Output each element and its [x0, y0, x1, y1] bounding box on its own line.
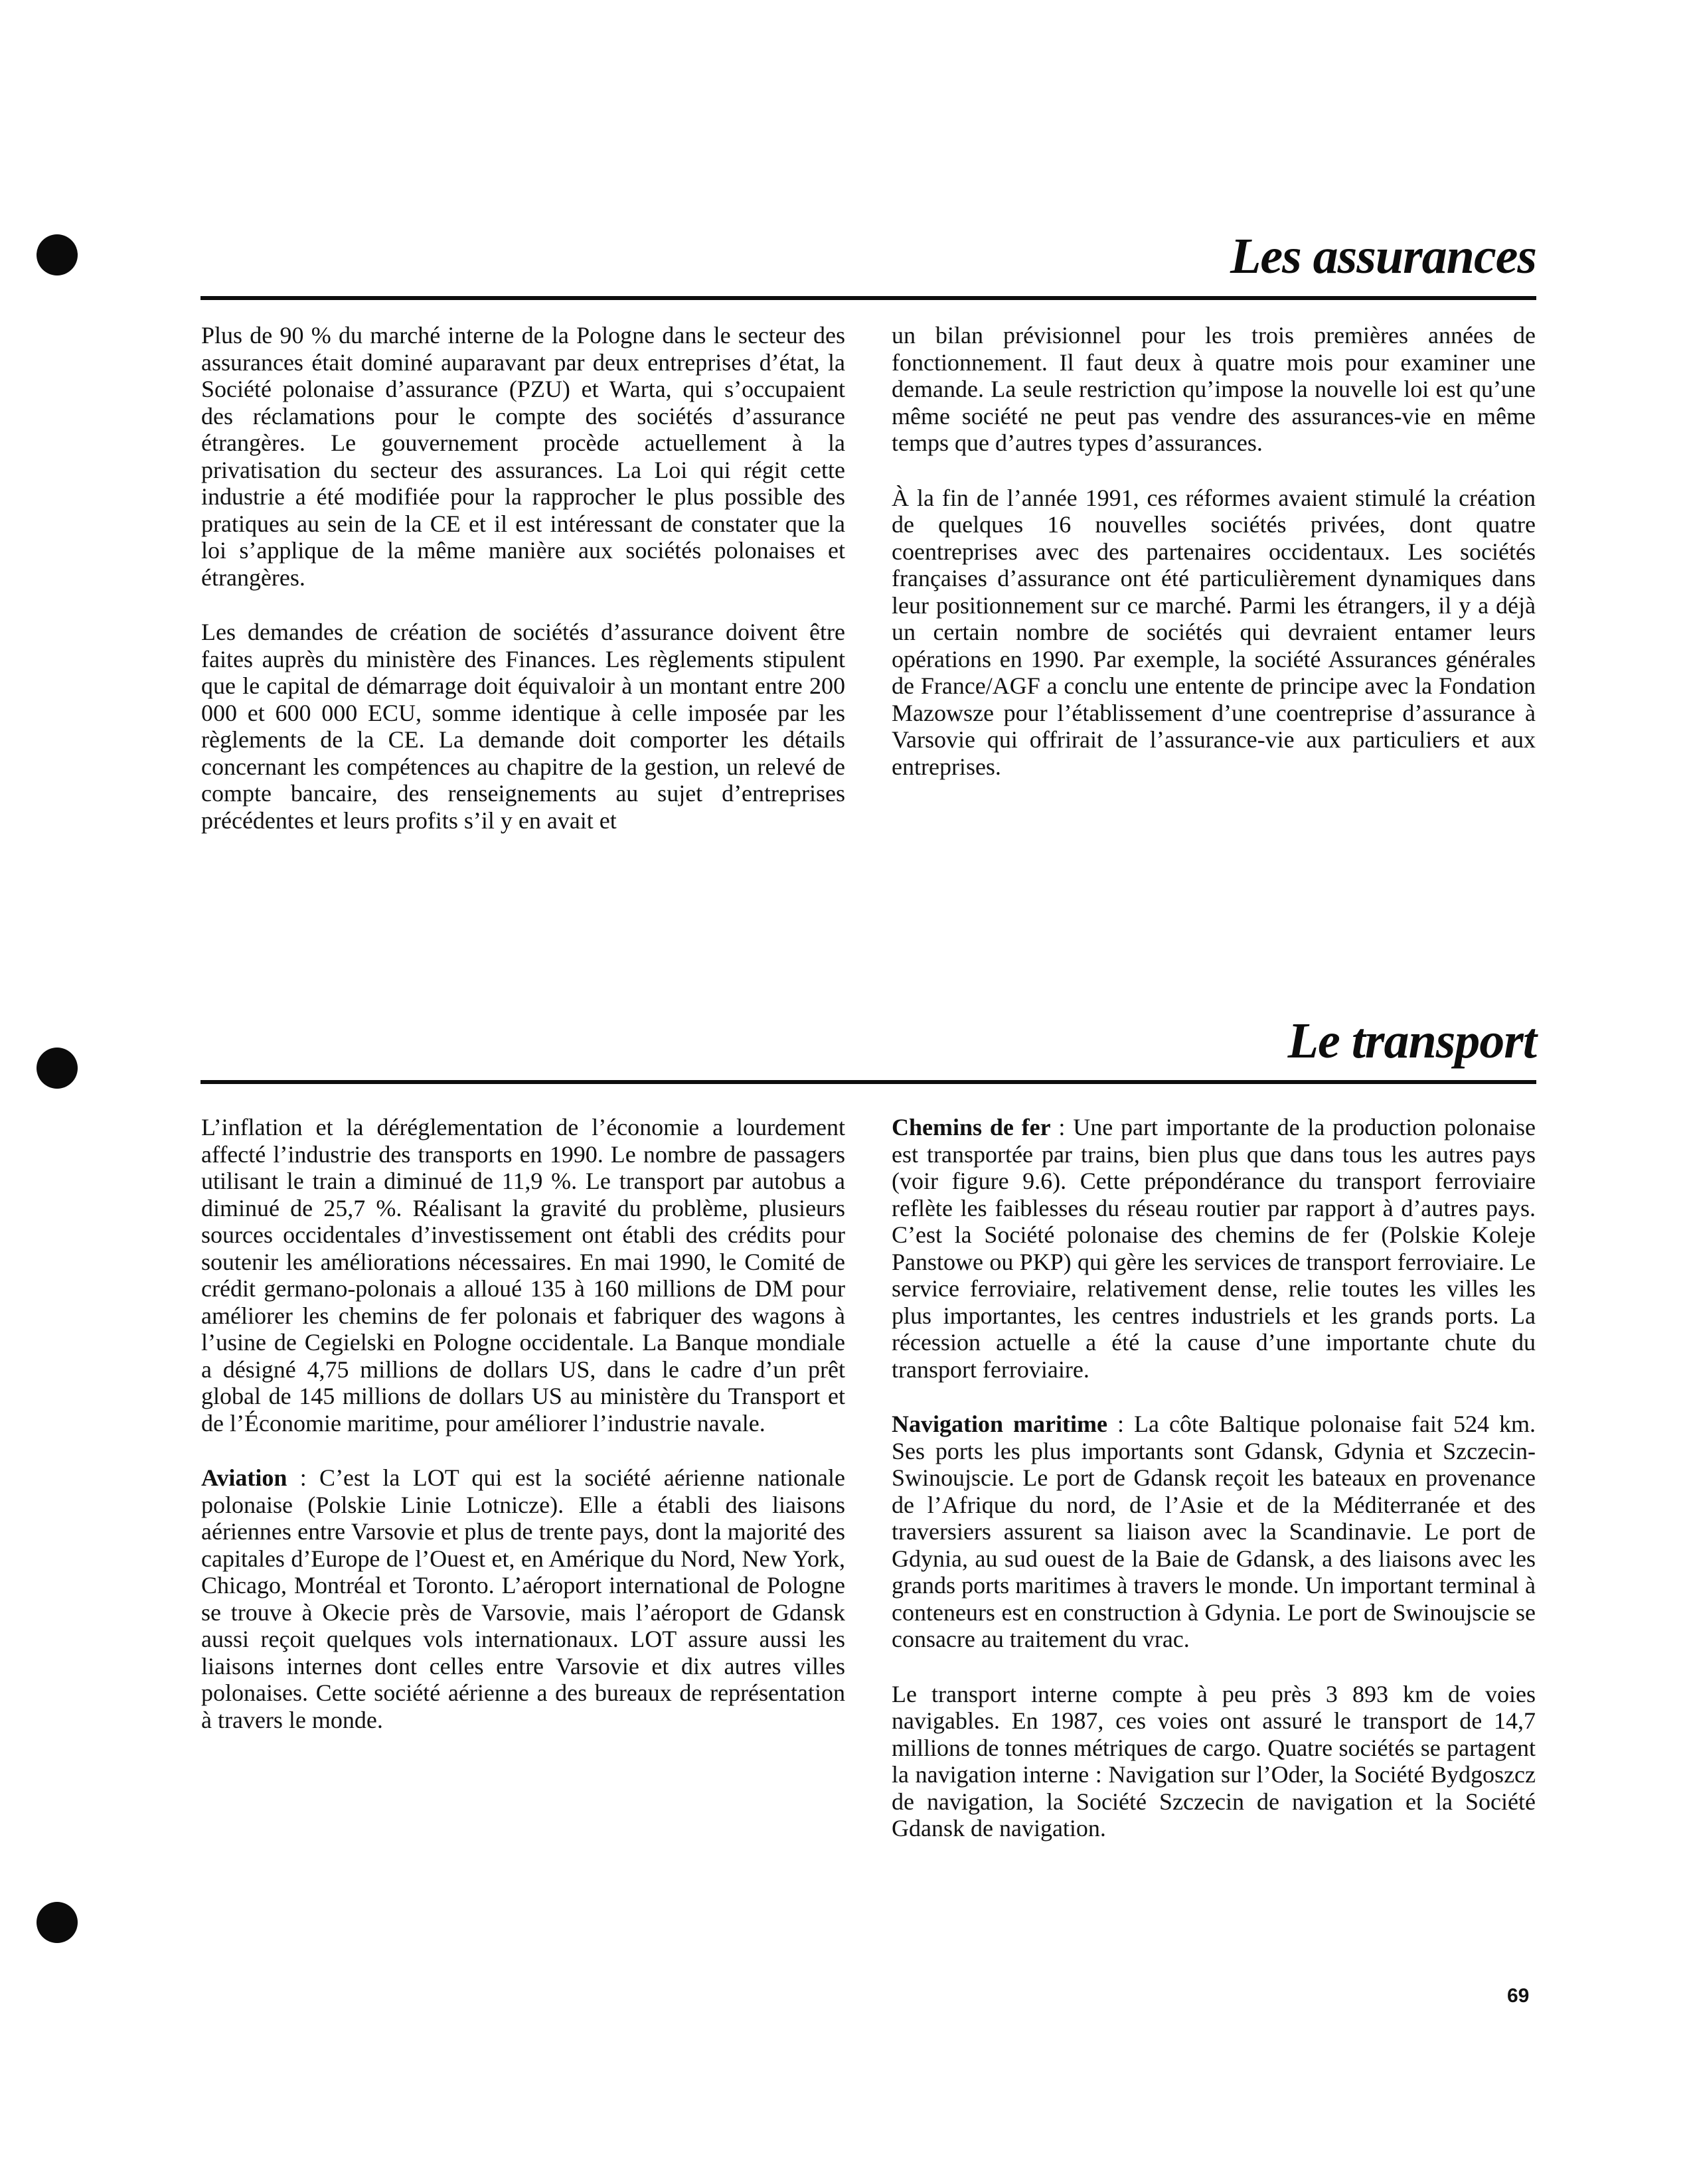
- aviation-paragraph: [201, 1464, 845, 1733]
- section-rule-assurances: [201, 296, 1536, 300]
- section-rule-transport: [201, 1080, 1536, 1084]
- transport-column-left: [201, 1114, 845, 1761]
- inland-paragraph: Le transport interne compte à peu près 3 893 km de voies navigables. En 1987, ces voies ont assuré le transport de 14,7 millions de tonnes métriques de cargo. Quatre sociétés se partagent la navigation interne : Navigation sur l’Oder, la Société Bydgoszcz de navigation, la Société Szczecin de navigation et la Société Gdansk de navigation.: [892, 1680, 1536, 1841]
- maritime-paragraph: [892, 1411, 1536, 1653]
- rail-text: : Une part importante de la production polonaise est transportée par trains, bien plus que dans tous les autres pays (voir figure 9.6). Cette prépondérance du transport ferroviaire reflète les faiblesses du réseau routier par rapport à d’autres pays. C’est la Société polonaise des chemins de fer (Polskie Koleje Panstowe ou PKP) qui gère les services de transport ferroviaire. Le service ferroviaire, relativement dense, relie toutes les villes les plus importantes, les centres industriels et les grands ports. La récession actuelle a été la cause d’une importante chute du transport ferroviaire.: [892, 1114, 1536, 1383]
- punch-hole-bottom: [37, 1902, 78, 1943]
- aviation-lead: Aviation: [201, 1464, 287, 1491]
- rail-lead: Chemins de fer: [892, 1114, 1051, 1140]
- page-number: 69: [1507, 1985, 1530, 2007]
- assurances-column-left: [201, 322, 845, 862]
- maritime-text: : La côte Baltique polonaise fait 524 km. Ses ports les plus importants sont Gdansk, Gdynia et Szczecin-Swinoujscie. Le port de Gdansk reçoit les bateaux en provenance de l’Afrique du nord, de l’Asie et de la Méditerranée et des traversiers assurent sa liaison avec la Scandinavie. Le port de Gdynia, au sud ouest de la Baie de Gdansk, a des liaisons avec les grands ports maritimes à travers le monde. Un important terminal à conteneurs est en construction à Gdynia. Le port de Swinoujscie se consacre au traitement du vrac.: [892, 1411, 1536, 1652]
- transport-column-right: [892, 1114, 1536, 1870]
- transport-intro-paragraph: L’inflation et la déréglementation de l’économie a lourdement affecté l’industrie des transports en 1990. Le nombre de passagers utilisant le train a diminué de 11,9 %. Le transport par autobus a diminué de 25,7 %. Réalisant la gravité du problème, plusieurs sources occidentales d’investissement ont établi des crédits pour soutenir les améliorations nécessaires. En mai 1990, le Comité de crédit germano-polonais a alloué 135 à 160 millions de DM pour améliorer les chemins de fer polonais et fabriquer des wagons à l’usine de Cegielski en Pologne occidentale. La Banque mondiale a désigné 4,75 millions de dollars US, dans le cadre d’un prêt global de 145 millions de dollars US au ministère du Transport et de l’Économie maritime, pour améliorer l’industrie navale.: [201, 1114, 845, 1437]
- aviation-text: : C’est la LOT qui est la société aérienne nationale polonaise (Polskie Linie Lotnicze). Elle a établi des liaisons aériennes entre Varsovie et plus de trente pays, dont la majorité des capitales d’Europe de l’Ouest et, en Amérique du Nord, New York, Chicago, Montréal et Toronto. L’aéroport international de Pologne se trouve à Okecie près de Varsovie, mais l’aéroport de Gdansk aussi reçoit quelques vols internationaux. LOT assure aussi les liaisons internes dont celles entre Varsovie et dix autres villes polonaises. Cette société aérienne a des bureaux de représentation à travers le monde.: [201, 1464, 845, 1733]
- section-title-assurances: Les assurances: [1230, 228, 1536, 284]
- assurances-paragraph-3: un bilan prévisionnel pour les trois premières années de fonctionnement. Il faut deux à quatre mois pour examiner une demande. La seule restriction qu’impose la nouvelle loi est qu’une même société ne peut pas vendre des assurances-vie en même temps que d’autres types d’assurances.: [892, 322, 1536, 456]
- punch-hole-middle: [37, 1048, 78, 1089]
- assurances-paragraph-1: Plus de 90 % du marché interne de la Pologne dans le secteur des assurances était dominé auparavant par deux entreprises d’état, la Société polonaise d’assurance (PZU) et Warta, qui s’occupaient des réclamations pour le compte des sociétés d’assurance étrangères. Le gouvernement procède actuellement à la privatisation du secteur des assurances. La Loi qui régit cette industrie a été modifiée pour la rapprocher le plus possible des pratiques au sein de la CE et il est intéressant de constater que la loi s’applique de la même manière aux sociétés polonaises et étrangères.: [201, 322, 845, 591]
- rail-paragraph: [892, 1114, 1536, 1383]
- maritime-lead: Navigation maritime: [892, 1411, 1107, 1437]
- assurances-paragraph-4: À la fin de l’année 1991, ces réformes avaient stimulé la création de quelques 16 nouvelles sociétés privées, dont quatre coentreprises avec des partenaires occidentaux. Les sociétés françaises d’assurance ont été particulièrement dynamiques dans leur positionnement sur ce marché. Parmi les étrangers, il y a déjà un certain nombre de sociétés qui devraient entamer leurs opérations en 1990. Par exemple, la société Assurances générales de France/AGF a conclu une entente de principe avec la Fondation Mazowsze pour l’établissement d’une coentreprise d’assurance à Varsovie qui offrirait de l’assurance-vie aux particuliers et aux entreprises.: [892, 484, 1536, 780]
- section-title-transport: Le transport: [1287, 1013, 1536, 1069]
- assurances-column-right: [892, 322, 1536, 808]
- assurances-paragraph-2: Les demandes de création de sociétés d’assurance doivent être faites auprès du ministère des Finances. Les règlements stipulent que le capital de démarrage doit équivaloir à un montant entre 200 000 et 600 000 ECU, somme identique à celle imposée par les règlements de la CE. La demande doit comporter les détails concernant les compétences au chapitre de la gestion, un relevé de compte bancaire, des renseignements au sujet d’entreprises précédentes et leurs profits s’il y en avait et: [201, 619, 845, 834]
- punch-hole-top: [37, 234, 78, 275]
